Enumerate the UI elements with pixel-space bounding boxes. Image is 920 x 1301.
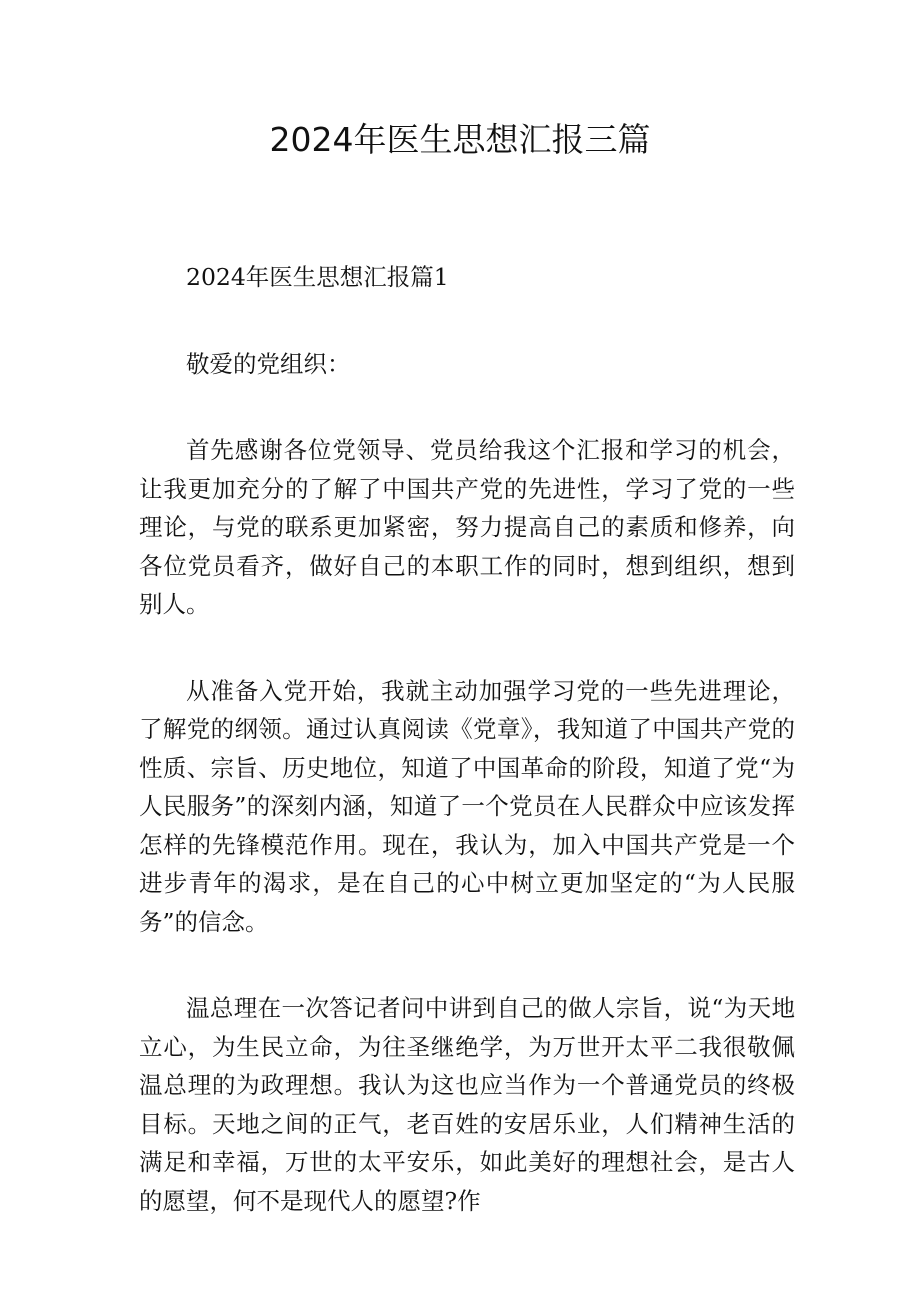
section-heading: 2024年医生思想汇报篇1 [186, 263, 449, 291]
body-paragraph: 首先感谢各位党领导、党员给我这个汇报和学习的机会，让我更加充分的了解了中国共产党的先进性，学习了党的一些理论，与党的联系更加紧密，努力提高自己的素质和修养，向各位党员看齐，做好自己的本职工作的同时，想到组织，想到别人。 [139, 436, 795, 618]
document-body [139, 258, 795, 1220]
body-paragraph: 从准备入党开始，我就主动加强学习党的一些先进理论，了解党的纲领。通过认真阅读《党章》，我知道了中国共产党的性质、宗旨、历史地位，知道了中国革命的阶段，知道了党“为人民服务”的深刻内涵，知道了一个党员在人民群众中应该发挥怎样的先锋模范作用。现在，我认为，加入中国共产党是一个进步青年的渴求，是在自己的心中树立更加坚定的“为人民服务”的信念。 [139, 676, 795, 936]
salutation: 敬爱的党组织： [186, 349, 351, 378]
body-paragraph: 温总理在一次答记者问中讲到自己的做人宗旨，说“为天地立心，为生民立命，为往圣继绝学，为万世开太平二我很敬佩温总理的为政理想。我认为这也应当作为一个普通党员的终极目标。天地之间的正气，老百姓的安居乐业，人们精神生活的满足和幸福，万世的太平安乐，如此美好的理想社会，是古人的愿望，何不是现代人的愿望?作 [139, 994, 795, 1215]
document-title: 2024年医生思想汇报三篇 [269, 120, 651, 159]
